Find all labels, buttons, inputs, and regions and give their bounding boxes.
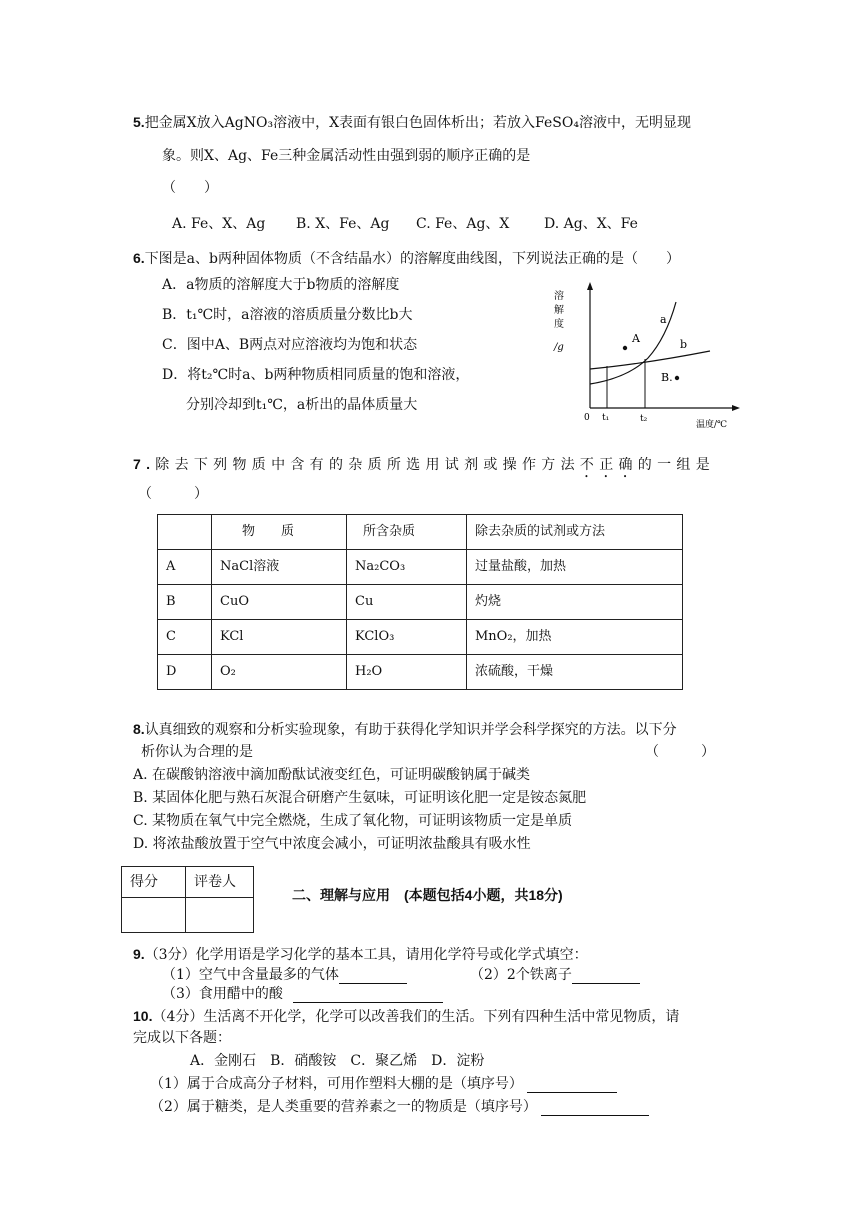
graph-ylabel-1: 溶 (554, 291, 564, 302)
question-6-option-d2: 分别冷却到t₁℃，a析出的晶体质量大 (186, 397, 418, 413)
table-cell: KCl (212, 620, 347, 655)
table-header-cell: 物 质 (212, 515, 347, 550)
question-10-item-1 (150, 1076, 617, 1093)
question-6-option-a: A．a物质的溶解度大于b物质的溶解度 (162, 277, 400, 293)
question-8-line1 (133, 721, 677, 739)
table-row (158, 620, 683, 655)
answer-blank-9-1[interactable] (339, 969, 407, 984)
table-row (158, 585, 683, 620)
graph-ylabel-3: 度 (554, 319, 564, 330)
question-8-option-c: C. 某物质在氧气中完全燃烧，生成了氧化物，可证明该物质一定是单质 (133, 813, 573, 829)
score-label: 得分 (122, 867, 186, 898)
table-cell: H₂O (347, 655, 467, 690)
graph-t2-label: t₂ (640, 414, 648, 424)
table-cell: O₂ (212, 655, 347, 690)
question-9-number: 9. (133, 946, 145, 962)
graph-origin: 0 (584, 413, 590, 423)
question-10-line1 (133, 1008, 679, 1026)
table-cell: D (158, 655, 212, 690)
table-cell: MnO₂，加热 (467, 620, 683, 655)
question-5-line2: 象。则X、Ag、Fe三种金属活动性由强到弱的顺序正确的是 (162, 148, 531, 164)
score-box-header-row (122, 867, 254, 898)
table-cell: CuO (212, 585, 347, 620)
question-7-text-post: 的一组是 (637, 457, 715, 473)
question-9-item-1-text: （1）空气中含量最多的气体 (162, 967, 339, 983)
question-9-item-1 (162, 967, 407, 984)
question-8-text1: 认真细致的观察和分析实验现象，有助于获得化学知识并学会科学探究的方法。以下分 (144, 722, 677, 738)
table-header-row (158, 515, 683, 550)
table-cell: KClO₃ (347, 620, 467, 655)
table-cell: Na₂CO₃ (347, 550, 467, 585)
question-6-stem (133, 250, 680, 268)
table-cell: B (158, 585, 212, 620)
graph-t1-label: t₁ (602, 413, 610, 423)
question-8-option-d: D. 将浓盐酸放置于空气中浓度会减小，可证明浓盐酸具有吸水性 (133, 836, 531, 852)
question-8-line2: 析你认为合理的是 (141, 744, 253, 760)
question-7-paren: （ ） (138, 486, 208, 502)
table-cell: C (158, 620, 212, 655)
question-7-text-pre: 除去下列物质中含有的杂质所选用试剂或操作方法 (155, 457, 580, 473)
question-5-text1: 把金属X放入AgNO₃溶液中，X表面有银白色固体析出；若放入FeSO₄溶液中，无明显现 (144, 115, 691, 131)
question-8-option-b: B. 某固体化肥与熟石灰混合研磨产生氨味，可证明该化肥一定是铵态氮肥 (133, 790, 587, 806)
question-6-option-c: C．图中A、B两点对应溶液均为饱和状态 (162, 337, 418, 353)
table-cell: A (158, 550, 212, 585)
table-header-cell: 所含杂质 (347, 515, 467, 550)
question-9-stem (133, 946, 588, 964)
question-9-item-3-text: （3）食用醋中的酸 (162, 986, 283, 1002)
question-10-line2: 完成以下各题： (133, 1030, 231, 1046)
question-7-stem (133, 456, 715, 481)
table-cell: 过量盐酸，加热 (467, 550, 683, 585)
question-5-option-b: B. X、Fe、Ag (296, 216, 390, 232)
graph-point-b-label: B. (661, 371, 673, 384)
question-7-number: 7. (133, 456, 156, 472)
question-6-option-b: B．t₁℃时，a溶液的溶质质量分数比b大 (162, 307, 413, 323)
graph-point-a-label: A (632, 332, 640, 345)
question-8-option-a: A. 在碳酸钠溶液中滴加酚酞试液变红色，可证明碳酸钠属于碱类 (133, 767, 531, 783)
question-10-number: 10. (133, 1008, 153, 1024)
graph-xlabel: 温度/℃ (696, 420, 728, 430)
table-header-cell: 除去杂质的试剂或方法 (467, 515, 683, 550)
table-cell: 浓硫酸，干燥 (467, 655, 683, 690)
question-6-text: 下图是a、b两种固体物质（不含结晶水）的溶解度曲线图，下列说法正确的是（ ） (144, 251, 680, 267)
curve-b (590, 351, 710, 369)
graph-x-arrow (732, 405, 740, 411)
graph-y-arrow (587, 282, 593, 290)
table-cell: 灼烧 (467, 585, 683, 620)
question-9-item-2-text: （2）2个铁离子 (470, 967, 572, 983)
solubility-graph (548, 280, 748, 430)
graph-label-b: b (680, 338, 688, 351)
question-7-emphasis: 不正确 (579, 457, 638, 473)
question-6-number: 6. (133, 250, 145, 266)
question-9-text: （3分）化学用语是学习化学的基本工具，请用化学符号或化学式填空： (144, 947, 588, 963)
graph-label-a: a (660, 313, 667, 326)
question-8-paren: （ ） (645, 744, 715, 760)
table-cell: Cu (347, 585, 467, 620)
question-10-item-2 (150, 1099, 649, 1116)
question-10-options: A．金刚石 B．硝酸铵 C．聚乙烯 D．淀粉 (190, 1053, 485, 1069)
point-b-dot (675, 376, 679, 380)
question-5-option-a: A. Fe、X、Ag (172, 216, 266, 232)
question-9-item-2 (470, 967, 640, 984)
answer-blank-9-3[interactable] (293, 988, 443, 1003)
graph-ylabel-4: /g (554, 342, 564, 353)
question-10-item-1-text: （1）属于合成高分子材料，可用作塑料大棚的是（填序号） (150, 1076, 523, 1092)
question-5-option-d: D. Ag、X、Fe (544, 216, 638, 232)
answer-blank-10-1[interactable] (527, 1078, 617, 1093)
grader-label: 评卷人 (186, 867, 254, 898)
table-cell: NaCl溶液 (212, 550, 347, 585)
point-a-dot (623, 346, 627, 350)
table-row (158, 655, 683, 690)
answer-blank-10-2[interactable] (541, 1101, 649, 1116)
question-8-number: 8. (133, 721, 145, 737)
grader-cell[interactable] (186, 898, 254, 933)
impurity-table (157, 514, 683, 690)
table-header-cell (158, 515, 212, 550)
answer-blank-9-2[interactable] (572, 969, 640, 984)
section-2-heading: 二、理解与应用 (本题包括4小题，共18分) (292, 887, 563, 903)
question-5-option-c: C. Fe、Ag、X (416, 216, 510, 232)
graph-ylabel-2: 解 (554, 305, 564, 316)
score-box-input-row (122, 898, 254, 933)
question-5-line1 (133, 114, 691, 132)
question-6-option-d1: D．将t₂℃时a、b两种物质相同质量的饱和溶液， (162, 367, 470, 383)
table-row (158, 550, 683, 585)
question-9-item-3 (162, 986, 443, 1003)
question-5-number: 5. (133, 114, 145, 130)
question-5-paren: （ ） (162, 180, 218, 196)
score-cell[interactable] (122, 898, 186, 933)
score-box (121, 866, 254, 933)
question-10-item-2-text: （2）属于糖类，是人类重要的营养素之一的物质是（填序号） (150, 1099, 537, 1115)
question-10-text1: （4分）生活离不开化学，化学可以改善我们的生活。下列有四种生活中常见物质，请 (152, 1009, 680, 1025)
